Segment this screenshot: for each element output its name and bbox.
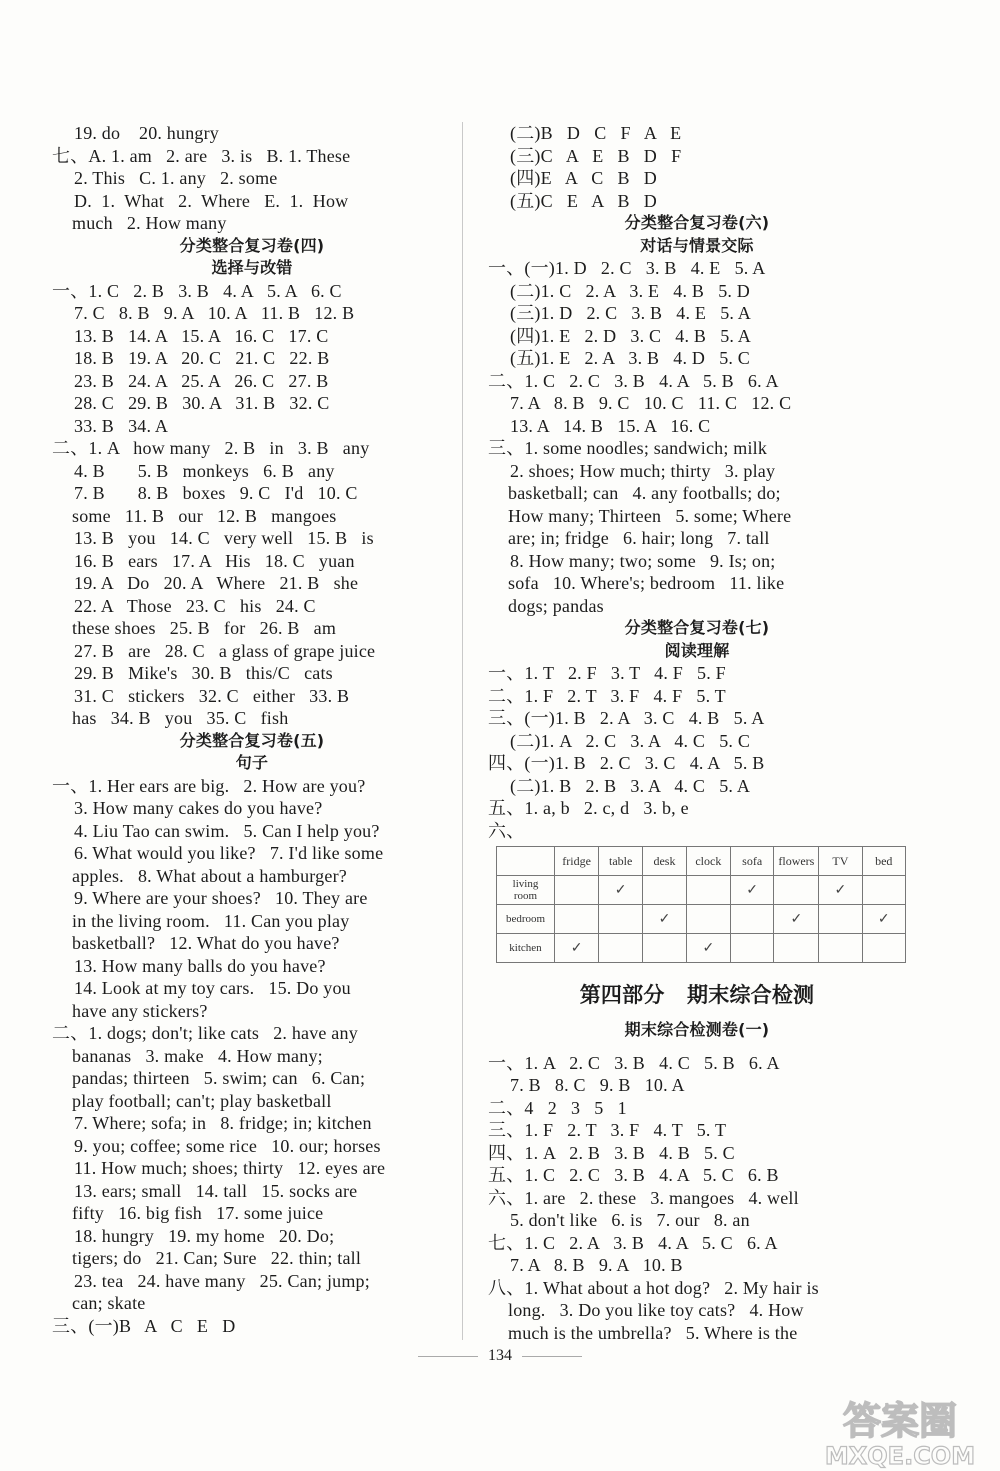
answer-line: 7. B 8. B boxes 9. C I'd 10. C (74, 483, 358, 503)
answer-line: (二)B D C F A E (510, 123, 682, 143)
empty-cell (686, 905, 730, 934)
right-top-block (488, 122, 906, 842)
answer-line: 二、1. F 2. T 3. F 4. F 5. T (488, 685, 726, 706)
check-mark-cell: ✓ (686, 934, 730, 963)
empty-cell (643, 934, 687, 963)
section-heading: 句子 (235, 753, 269, 772)
answer-line: How many; Thirteen 5. some; Where (508, 505, 792, 526)
answer-line: 二、1. dogs; don't; like cats 2. have any (52, 1023, 358, 1043)
column-divider (462, 122, 463, 1340)
table-row-label: living room (497, 876, 555, 905)
table-row (497, 876, 906, 905)
part-title: 第四部分 期末综合检测 (579, 983, 815, 1007)
room-furniture-table (496, 846, 906, 963)
answer-line: 七、1. C 2. A 3. B 4. A 5. C 6. A (488, 1232, 778, 1253)
watermark-en: MXQE.COM (824, 1442, 976, 1470)
table-row-label: bedroom (497, 905, 555, 934)
answer-line: 一、1. Her ears are big. 2. How are you? (52, 775, 366, 796)
answer-line: much 2. How many (72, 213, 227, 233)
page-number-rule-right (522, 1356, 582, 1357)
answer-line: sofa 10. Where's; bedroom 11. like (508, 573, 785, 593)
answer-line: 7. A 8. B 9. C 10. C 11. C 12. C (510, 393, 792, 413)
answer-line: 三、1. some noodles; sandwich; milk (488, 438, 768, 458)
answer-line: 七、A. 1. am 2. are 3. is B. 1. These (52, 145, 351, 166)
section-heading: 选择与改错 (211, 258, 293, 277)
answer-line: basketball? 12. What do you have? (72, 933, 340, 953)
answer-line: 二、1. C 2. C 3. B 4. A 5. B 6. A (488, 370, 779, 391)
answer-line: 二、1. A how many 2. B in 3. B any (52, 438, 370, 458)
empty-cell (774, 934, 819, 963)
answer-line: D. 1. What 2. Where E. 1. How (74, 190, 349, 211)
check-mark-cell: ✓ (862, 905, 905, 934)
answer-line: 28. C 29. B 30. A 31. B 32. C (74, 393, 330, 413)
answer-line: 五、1. C 2. C 3. B 4. A 5. C 6. B (488, 1165, 779, 1185)
answer-line: 13. A 14. B 15. A 16. C (510, 415, 711, 436)
answer-line: 16. B ears 17. A His 18. C yuan (74, 550, 355, 571)
answer-line: (二)1. C 2. A 3. E 4. B 5. D (510, 280, 751, 301)
answer-line: 23. B 24. A 25. A 26. C 27. B (74, 370, 329, 391)
answer-line: 18. B 19. A 20. C 21. C 22. B (74, 348, 330, 368)
empty-cell (686, 876, 730, 905)
answer-line: has 34. B you 35. C fish (72, 708, 289, 728)
answer-line: 二、4 2 3 5 1 (488, 1097, 627, 1118)
answer-line: 13. B you 14. C very well 15. B is (74, 528, 374, 548)
answer-line: (四)1. E 2. D 3. C 4. B 5. A (510, 325, 751, 346)
table-header-cell: bed (862, 847, 905, 876)
answer-line: 19. do 20. hungry (74, 123, 219, 143)
answer-line: (四)E A C B D (510, 168, 658, 188)
table-header-cell: sofa (730, 847, 774, 876)
answer-line: 2. This C. 1. any 2. some (74, 168, 278, 188)
answer-line: 13. ears; small 14. tall 15. socks are (74, 1180, 358, 1201)
answer-line: (五)1. E 2. A 3. B 4. D 5. C (510, 348, 751, 368)
answer-line: 2. shoes; How much; thirty 3. play (510, 460, 776, 481)
answer-line: (二)1. B 2. B 3. A 4. C 5. A (510, 775, 751, 796)
section-heading: 期末综合检测卷(一) (624, 1020, 770, 1039)
answer-line: 5. don't like 6. is 7. our 8. an (510, 1210, 750, 1230)
check-mark-cell: ✓ (819, 876, 862, 905)
empty-cell (599, 905, 643, 934)
answer-line: 7. Where; sofa; in 8. fridge; in; kitchen (74, 1113, 372, 1133)
empty-cell (862, 876, 905, 905)
check-mark-cell: ✓ (599, 876, 643, 905)
empty-cell (819, 934, 862, 963)
section-heading: 分类整合复习卷(四) (179, 235, 325, 255)
table-header-cell: TV (819, 847, 862, 876)
answer-line: have any stickers? (72, 1000, 208, 1021)
section-heading: 分类整合复习卷(六) (624, 213, 770, 232)
section-heading: 阅读理解 (664, 640, 730, 660)
answer-line: 14. Look at my toy cars. 15. Do you (74, 978, 351, 998)
answer-line: 31. C stickers 32. C either 33. B (74, 685, 350, 706)
answer-line: 3. How many cakes do you have? (74, 798, 323, 818)
answer-line: (三)1. D 2. C 3. B 4. E 5. A (510, 303, 751, 323)
watermark-cn: 答案圈 (842, 1399, 958, 1443)
empty-cell (554, 905, 598, 934)
table-header-row (497, 847, 906, 876)
table-header-cell: table (599, 847, 643, 876)
left-column (52, 122, 452, 1337)
answer-line: 八、1. What about a hot dog? 2. My hair is (488, 1277, 819, 1298)
table-header-cell: fridge (554, 847, 598, 876)
answer-line: 33. B 34. A (74, 415, 169, 436)
table-header-cell: desk (643, 847, 687, 876)
section-heading: 对话与情景交际 (640, 235, 754, 255)
answer-line: 一、(一)1. D 2. C 3. B 4. E 5. A (488, 258, 766, 278)
answer-line: long. 3. Do you like toy cats? 4. How (508, 1300, 804, 1320)
answer-line: 三、(一)1. B 2. A 3. C 4. B 5. A (488, 708, 765, 728)
answer-line: 7. C 8. B 9. A 10. A 11. B 12. B (74, 303, 355, 323)
table-corner (497, 847, 555, 876)
empty-cell (554, 876, 598, 905)
table-row-label: kitchen (497, 934, 555, 963)
answer-line: 29. B Mike's 30. B this/C cats (74, 663, 333, 683)
empty-cell (819, 905, 862, 934)
answer-line: 27. B are 28. C a glass of grape juice (74, 640, 376, 661)
answer-line: 四、(一)1. B 2. C 3. C 4. A 5. B (488, 753, 765, 773)
empty-cell (730, 934, 774, 963)
answer-line: 7. B 8. C 9. B 10. A (510, 1075, 685, 1095)
answer-line: 三、(一)B A C E D (52, 1315, 236, 1336)
answer-line: in the living room. 11. Can you play (72, 910, 350, 931)
check-mark-cell: ✓ (643, 905, 687, 934)
answer-line: 23. tea 24. have many 25. Can; jump; (74, 1270, 370, 1291)
answer-line: apples. 8. What about a hamburger? (72, 865, 347, 886)
check-mark-cell: ✓ (774, 905, 819, 934)
answer-line: 三、1. F 2. T 3. F 4. T 5. T (488, 1120, 727, 1140)
answer-line: 六、 (488, 820, 525, 841)
right-column (488, 122, 906, 1344)
answer-line: 13. B 14. A 15. A 16. C 17. C (74, 325, 329, 346)
answer-line: these shoes 25. B for 26. B am (72, 618, 337, 638)
answer-line: 一、1. T 2. F 3. T 4. F 5. F (488, 663, 726, 683)
answer-line: 6. What would you like? 7. I'd like some (74, 843, 384, 863)
right-bottom-block (488, 1019, 906, 1344)
answer-line: 一、1. C 2. B 3. B 4. A 5. A 6. C (52, 280, 342, 301)
empty-cell (643, 876, 687, 905)
page-number-rule-left (418, 1356, 478, 1357)
answer-line: much is the umbrella? 5. Where is the (508, 1322, 798, 1343)
table-header-cell: clock (686, 847, 730, 876)
answer-line: 五、1. a, b 2. c, d 3. b, e (488, 798, 689, 818)
check-mark-cell: ✓ (554, 934, 598, 963)
answer-line: tigers; do 21. Can; Sure 22. thin; tall (72, 1248, 362, 1268)
answer-line: 六、1. are 2. these 3. mangoes 4. well (488, 1187, 799, 1208)
spacer (488, 1042, 906, 1052)
answer-line: 19. A Do 20. A Where 21. B she (74, 573, 359, 593)
empty-cell (730, 905, 774, 934)
answer-line: basketball; can 4. any footballs; do; (508, 483, 781, 503)
table-row (497, 905, 906, 934)
section-heading: 分类整合复习卷(五) (179, 730, 325, 750)
answer-line: 4. Liu Tao can swim. 5. Can I help you? (74, 820, 380, 841)
empty-cell (774, 876, 819, 905)
empty-cell (862, 934, 905, 963)
answer-line: (二)1. A 2. C 3. A 4. C 5. C (510, 730, 751, 751)
page-number-text: 134 (488, 1347, 512, 1364)
answer-line: 7. A 8. B 9. A 10. B (510, 1255, 683, 1275)
page-number (0, 1347, 1000, 1365)
answer-line: 22. A Those 23. C his 24. C (74, 595, 316, 616)
answer-line: 四、1. A 2. B 3. B 4. B 5. C (488, 1142, 735, 1163)
check-mark-cell: ✓ (730, 876, 774, 905)
empty-cell (599, 934, 643, 963)
table-header-cell: flowers (774, 847, 819, 876)
answer-line: (五)C E A B D (510, 190, 658, 211)
answer-line: 18. hungry 19. my home 20. Do; (74, 1225, 335, 1246)
answer-line: some 11. B our 12. B mangoes (72, 505, 337, 526)
answer-line: 11. How much; shoes; thirty 12. eyes are (74, 1158, 386, 1178)
answer-line: are; in; fridge 6. hair; long 7. tall (508, 528, 770, 548)
answer-line: 4. B 5. B monkeys 6. B any (74, 460, 335, 481)
answer-line: (三)C A E B D F (510, 145, 682, 166)
answer-line: 8. How many; two; some 9. Is; on; (510, 550, 776, 571)
answer-line: 9. Where are your shoes? 10. They are (74, 888, 368, 908)
answer-line: play football; can't; play basketball (72, 1090, 332, 1111)
answer-line: pandas; thirteen 5. swim; can 6. Can; (72, 1068, 366, 1088)
section-heading: 分类整合复习卷(七) (624, 618, 770, 637)
answer-line: fifty 16. big fish 17. some juice (72, 1203, 324, 1223)
answer-line: dogs; pandas (508, 595, 604, 616)
answer-line: 9. you; coffee; some rice 10. our; horses (74, 1135, 381, 1156)
table-row (497, 934, 906, 963)
answer-line: 一、1. A 2. C 3. B 4. C 5. B 6. A (488, 1052, 780, 1073)
watermark-logo (805, 1392, 995, 1470)
answer-line: bananas 3. make 4. How many; (72, 1045, 323, 1066)
answer-line: can; skate (72, 1293, 146, 1313)
answer-line: 13. How many balls do you have? (74, 955, 326, 976)
